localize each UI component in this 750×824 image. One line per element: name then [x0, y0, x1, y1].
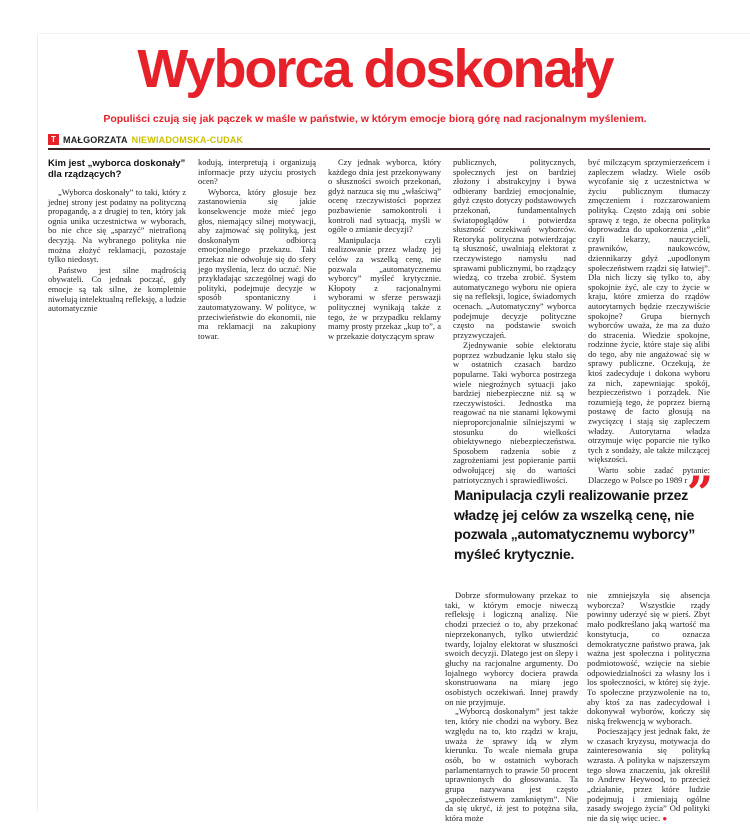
paragraph: „Wyborca doskonały” to taki, który z jednej strony jest podatny na polityczną propagandę, a z drugiej to ten, który jak ognia unika uczestnictwa w wyborach, bo nie chce się „sparzyć” nietrafioną decyzją. Na wybranego polityka nie można złożyć reklamacji, pozostaje tylko niedosyt.: [48, 187, 186, 265]
paragraph: Czy jednak wyborca, który każdego dnia jest przekonywany o słuszności swoich przekonań, gdyż narzuca się mu „właściwą” ocenę rzeczywistości poprzez pozbawienie samokontroli i kontroli nad sytuacją, myśli w ogóle o zmianie decyzji?: [328, 157, 441, 235]
paragraph: być milczącym sprzymierzeńcem i zapleczem władzy. Wiele osób wycofanie się z uczestnictwa w życiu publicznym tłumaczy zmęczeniem i rozczarowaniem polityką. Często zdają oni sobie sprawę z tego, że obecna polityka doprowadza do upokorzenia „elit” czyli lekarzy, nauczycieli, prawników, naukowców, dziennikarzy gdyż „upodlonym społeczeństwem rządzi się łatwiej”. Dla nich liczy się tylko to, aby spokojnie żyć, ale czy to życie w kraju, które zmierza do rządów autorytarnych będzie rzeczywiście spokojne? Grupa biernych wyborców uważa, że ma za dużo do stracenia. Wiedzie spokojne, rodzinne życie, które staje się alibi do tego, aby nie angażować się w sprawy publiczne. Oczekują, że ktoś zadecyduje i dokona wyboru za nich, zapewniając spokój, bezpieczeństwo i porządek. Nie rozumieją tego, że poprzez bierną postawę de facto głosują na zwycięzcę i stają się zapleczem władzy. Autorytarna władza otrzymuje więc poparcie nie tylko tych z sondaży, ale także milczącej większości.: [588, 157, 710, 465]
bottom-column-1: [445, 591, 578, 824]
paragraph: Manipulacja czyli realizowanie przez władzę jej celów za wszelką cenę, nie pozwala „automatycznemu wyborcy” myśleć krytycznie. Kłopoty z racjonalnymi wyborami w sferze perswazji politycznej wynikają także z tego, że w przypadku reklamy mamy prosty przekaz „kup to”, a w przekazie dotyczącym spraw: [328, 234, 441, 341]
bottom-column-2: [587, 591, 710, 824]
column-4: [453, 158, 576, 485]
closing-paragraph: Pocieszający jest jednak fakt, że w czasach kryzysu, motywacja do zainteresowania się polityką wzrasta. A polityka w najszerszym tego słowa znaczeniu, jak określił to Andrew Heywood, to przecież „działanie, przez które ludzie podejmują i zmieniają ogólne zasady swojego życia” Od polityki nie da się więc uciec.: [587, 725, 710, 824]
end-of-article-dot: ●: [662, 814, 668, 824]
author-first-name: MAŁGORZATA: [63, 134, 128, 145]
paragraph: kodują, interpretują i organizują informacje przy użyciu prostych ocen?: [198, 157, 316, 187]
pull-quote-text: Manipulacja czyli realizowanie przez władzę jej celów za wszelką cenę, nie pozwala „automatycznemu wyborcy” myśleć krytycznie.: [454, 487, 695, 562]
paragraph: publicznych, politycznych, społecznych jest on bardziej złożony i abstrakcyjny i bywa odbierany bardziej emocjonalnie, gdyż często dotyczy podstawowych przekonań, fundamentalnych światopoglądów i potwierdza słuszność oczekiwań wyborców. Retoryka polityczna potwierdzając tą słuszność, uwalniają elektorat z rzeczywistego namysłu nad sprawami publicznymi, bo rządzący wiedzą, co trzeba zrobić. System automatycznego wyboru nie opiera się na refleksji, logice, świadomych ocenach. „Automatyczny” wyborca podejmuje decyzje polityczne często na podstawie swoich przyzwyczajeń.: [453, 157, 576, 340]
article-title: Wyborca doskonały: [137, 39, 613, 99]
paragraph: Warto sobie zadać pytanie: Dlaczego w Polsce po 1989 r: [588, 465, 710, 485]
column-3: [328, 158, 441, 341]
byline: [48, 133, 243, 146]
newspaper-logo-icon: T: [48, 134, 59, 145]
author-surname: NIEWIADOMSKA-CUDAK: [131, 134, 244, 145]
article-bottom-columns: [445, 591, 710, 824]
paragraph: „Wyborcą doskonałym” jest także ten, który nie chodzi na wybory. Bez względu na to, kto rządzi w kraju, uważa że sprawy idą w złym kierunku. To wcale niemała grupa osób, bo w ostatnich wyborach parlamentarnych to prawie 50 procent uprawnionych do głosowania. Ta grupa nazywana jest często „społeczeństwem zamkniętym”. Nie da się ukryć, iż jest to potężna siła, która może: [445, 706, 578, 824]
paragraph: Państwo jest silne mądrością obywateli. Co jednak począć, gdy emocje są tak silne, że kompletnie niwelują intelektualną refleksję, a ludzie automatycznie: [48, 264, 186, 314]
article-top-columns: [48, 158, 710, 485]
column-2: [198, 158, 316, 341]
paragraph: Dobrze sformułowany przekaz to taki, w którym emocje niweczą refleksję i logiczną analizę. Nie chodzi przecież o to, aby przekonać nieprzekonanych, tylko utwierdzić twardy, lojalny elektorat w słuszności swoich decyzji. Dlatego jest on ślepy i głuchy na racjonalne argumenty. Do lojalnego wyborcy dociera prawda skonstruowana na miarę jego osobistych oczekiwań. Innej prawdy on nie przyjmuje.: [445, 590, 578, 707]
article-subtitle: Populiści czują się jak pączek w maśle w państwie, w którym emocje biorą górę nad racjonalnym myśleniem.: [103, 113, 647, 125]
section-heading: Kim jest „wyborca doskonały” dla rządzących?: [48, 158, 186, 180]
paragraph: Wyborca, który głosuje bez zastanowienia się jakie konsekwencje może mieć jego głos, niemający silnej motywacji, aby zajmować się polityką, jest doskonałym odbiorcą emocjonalnego przekazu. Taki przekaz nie odwołuje się do sfery jego myślenia, lecz do uczuć. Nie przykładając szczególnej wagi do polityki, podejmuje decyzje w sposób spontaniczny i zautomatyzowany. W polityce, w przeciwieństwie do ekonomii, nie ma reklamacji na zakupiony towar.: [198, 186, 316, 341]
paragraph: nie zmniejszyła się absencja wyborcza? Wszystkie rządy powinny uderzyć się w pierś. Zbyt mało podkreślano jaką wartość ma konstytucja, co oznacza demokratyczne państwo prawa, jak ważna jest społeczna i polityczna podmiotowość, wzięcie na siebie odpowiedzialności za własny los i los społeczności, w której się żyje. To społeczne przyzwolenie na to, aby ktoś za nas zadecydował i dokonywał wyborów, kończy się niską frekwencją w wyborach.: [587, 590, 710, 727]
header-divider: [48, 148, 710, 150]
paragraph: [587, 727, 710, 824]
column-1: [48, 158, 186, 314]
quote-mark-icon: ”: [686, 466, 713, 520]
paragraph: Zjednywanie sobie elektoratu poprzez wzbudzanie lęku stało się w ostatnich czasach bardzo popularne. Taki wyborca postrzega wiele niegroźnych sytuacji jako bardziej niebezpieczne niż są w rzeczywistości. Jednostka ma reagować na nie stanami lękowymi nieproporcjonalnie silniejszymi w stosunku do wielkości obiektywnego niebezpieczeństwa. Sposobem radzenia sobie z zagrożeniami jest popieranie partii odwołującej się do wartości patriotycznych i sprawiedliwości.: [453, 340, 576, 485]
column-5: [588, 158, 710, 485]
